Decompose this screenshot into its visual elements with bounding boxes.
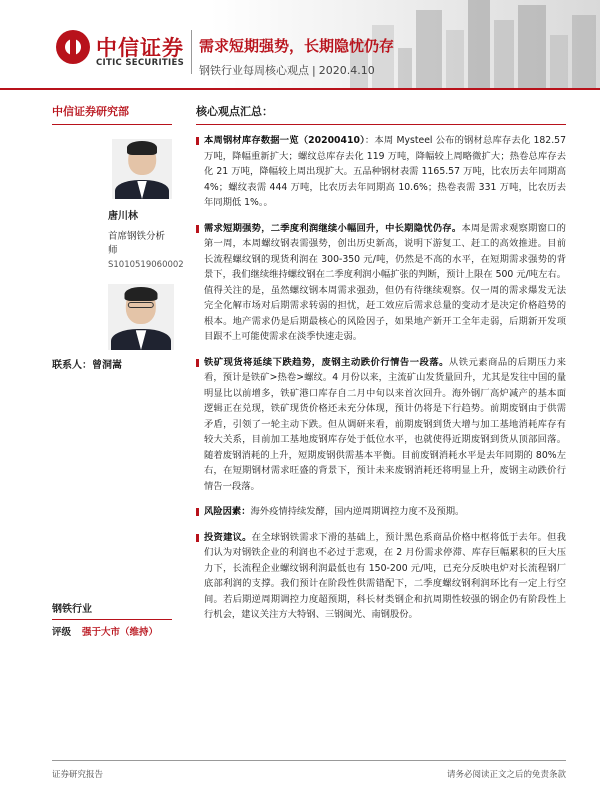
contact-photo <box>108 284 174 350</box>
header-divider <box>191 30 192 74</box>
paragraph-inventory <box>196 133 566 211</box>
paragraph-heading: 投资建议。 <box>204 531 252 543</box>
paragraph-heading: 风险因素： <box>204 506 251 517</box>
analyst-title: 首席钢铁分析师 <box>108 231 166 256</box>
report-header <box>0 0 600 88</box>
rating-value: 强于大市（维持） <box>82 627 159 638</box>
paragraph-demand <box>196 221 566 345</box>
industry-label: 钢铁行业 <box>52 600 172 620</box>
footer-rule <box>52 760 566 761</box>
analyst-name: 唐川林 <box>108 211 138 222</box>
analyst-photo <box>112 139 172 199</box>
research-dept-title: 中信证券研究部 <box>52 103 172 125</box>
report-headline: 需求短期强势，长期隐忧仍存 <box>199 37 395 55</box>
industry-rating-box <box>52 600 172 638</box>
paragraph-heading: 铁矿现货将延续下跌趋势，废钢主动跌价行情告一段落。 <box>204 356 449 368</box>
footer-report-label: 证券研究报告 <box>52 770 104 780</box>
citic-logo-icon <box>56 30 90 64</box>
paragraph-heading: 需求短期强势，二季度利润继续小幅回升，中长期隐忧仍存。 <box>204 222 462 234</box>
main-content <box>196 103 566 623</box>
rating-row <box>52 624 172 638</box>
paragraph-risk <box>196 504 566 520</box>
company-name-en: CITIC SECURITIES <box>96 58 185 68</box>
paragraph-body: ：本周 Mysteel 公布的钢材总库存去化 182.57 万吨，降幅重新扩大；螺纹总库存去化 119 万吨，降幅较上周略微扩大；热卷总库存去化 21 万吨，降幅较上周出现扩大。五品种钢材表需 1165.57 万吨，比农历去年同期高 4%；螺纹表需 444 万吨，比农历去年同期高 10.6%；热卷表需 331 万吨，比农历去年同期低 1%。。 <box>204 135 566 208</box>
paragraph-body: 在全球钢铁需求下滑的基础上，预计黑色系商品价格中枢将低于去年。但我们认为对钢铁企业的利润也不必过于悲观，在 2 月份需求停滞、库存巨幅累积的巨大压力下，长流程企业螺纹钢利润最低也有 150-200 元/吨，已充分反映电炉对长流程钢厂底部利润的支撑。我们预计在阶段性供需错配下，二季度螺纹钢利润环比有一定上行空间。若后期逆周期调控力度超预期，科长材类钢企和抗周期性较强的钢企仍有阶段性上行机会，建议关注方大特钢、三钢闽光、南钢股份。 <box>204 531 566 620</box>
sidebar <box>52 103 184 371</box>
report-subtitle <box>199 62 375 78</box>
paragraph-heading: 本周钢材库存数据一览（20200410） <box>204 135 365 146</box>
report-type: 钢铁行业每周核心观点 <box>199 64 309 77</box>
contact-name: 曾洞嵩 <box>92 360 122 371</box>
contact-label: 联系人： <box>52 360 92 371</box>
paragraph-iron-ore <box>196 355 566 495</box>
report-date: 2020.4.10 <box>318 64 375 77</box>
contact-person <box>52 356 172 371</box>
subtitle-separator: | <box>312 64 316 77</box>
footer-disclaimer: 请务必阅读正文之后的免责条款 <box>446 770 566 780</box>
paragraph-body: 海外疫情持续发酵，国内逆周期调控力度不及预期。 <box>250 506 465 517</box>
rating-label: 评级 <box>52 627 72 638</box>
paragraph-body: 本周是需求观察期窗口的第一周，本周螺纹钢表需强势，创出历史新高，说明下游复工、赶工的高效推进。目前长流程螺纹钢的现货利润在 300-350 元/吨，仍然是不高的水平，在短期需求强势的背景下，我们继续维持螺纹钢在二季度利润小幅扩张的判断，预计上限在 500 元/吨左右。值得关注的是，虽然螺纹钢本周需求强劲，但仍有待继续观察。仅一周的需求爆发无法完全化解市场对后期需求转弱的担忧，赶工效应后需求总量的变动才是决定价格趋势的根本。地产需求仍是后期最核心的风险因子，如果地产新开工全年走弱，后期新开发项目跟不上可能使需求在淡季快速走弱。 <box>204 222 566 342</box>
section-title: 核心观点汇总： <box>196 103 566 125</box>
paragraph-body: 从铁元素商品的后期压力来看，预计是铁矿>热卷>螺纹。4 月份以来，主流矿山发货量回升，尤其是发往中国的量明显比以前增多，铁矿港口库存自二月中旬以来首次回升。海外钢厂高炉减产的基本面逻辑正在兑现，铁矿现货价格还未充分体现，预计仍将是下行趋势。前期废钢由于供需矛盾，引领了一轮主动下跌。但从调研来看，前期废钢到货大增与加工基地消耗库存有较大关系，目前加工基地废钢库存处于低位水平，也就使得近期废钢到货从顶部回落。随着废钢消耗的上升，短期废钢供需基本平衡。目前废钢消耗水平是去年同期的 80%左右，在短期钢材需求旺盛的背景下，预计未来废钢消耗还将明显上升，废钢主动跌价行情告一段落。 <box>204 356 566 492</box>
header-rule <box>0 88 600 90</box>
paragraph-investment <box>196 530 566 623</box>
company-name-cn: 中信证券 <box>96 36 184 60</box>
analyst-cert-number: S1010519060002 <box>108 260 184 270</box>
